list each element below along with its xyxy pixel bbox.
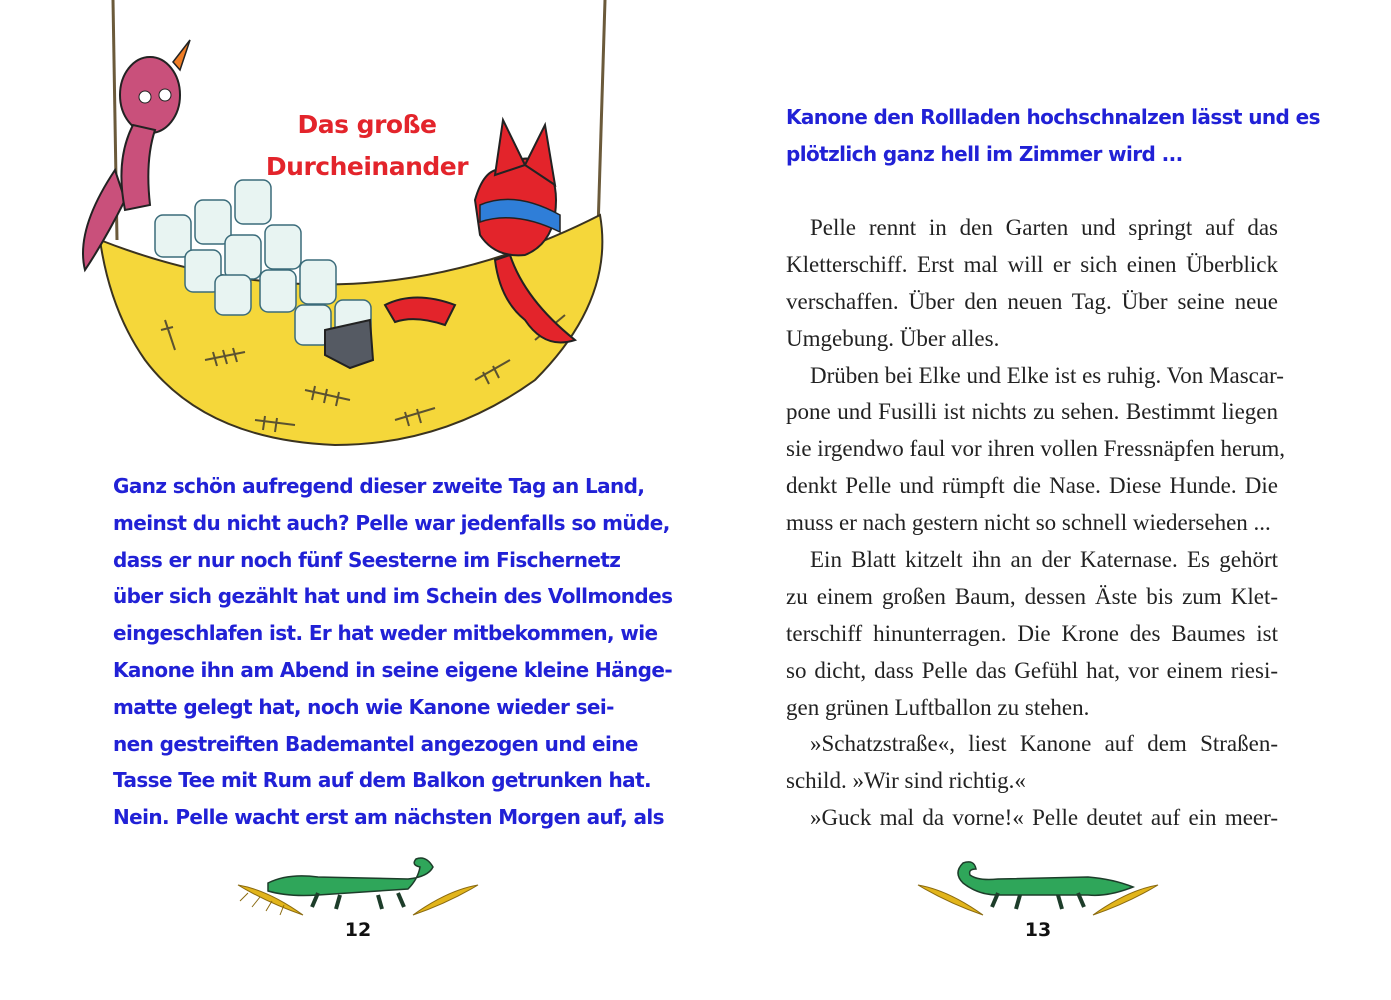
- hammock-illustration: [55, 0, 625, 450]
- intro-line: Tasse Tee mit Rum auf dem Balkon getrunken hat.: [113, 768, 652, 793]
- intro-line: matte gelegt hat, noch wie Kanone wieder sei-: [113, 694, 614, 719]
- chapter-title-line-2: Durcheinander: [265, 152, 469, 181]
- intro-line: Kanone den Rollladen hochschnalzen lässt und es: [786, 105, 1320, 129]
- crocodile: [268, 858, 433, 909]
- page-number: 13: [1024, 919, 1052, 941]
- intro-paragraph: [113, 468, 673, 836]
- body-line: »Guck mal da vorne!« Pelle deutet auf ein meer-: [810, 805, 1278, 831]
- intro-line: Ganz schön aufregend dieser zweite Tag an Land,: [113, 474, 645, 498]
- intro-continuation: [786, 99, 1320, 173]
- intro-line: meinst du nicht auch? Pelle war jedenfalls so müde,: [113, 510, 670, 535]
- body-line: gen grünen Luftballon zu stehen.: [786, 694, 1090, 720]
- right-page: [696, 0, 1391, 1000]
- crocodile-ornament: [228, 855, 488, 925]
- crocodile-ornament: [908, 855, 1168, 925]
- body-line: muss er nach gestern nicht so schnell wiedersehen ...: [786, 510, 1271, 536]
- body-line: denkt Pelle und rümpft die Nase. Diese Hunde. Die: [786, 473, 1278, 499]
- chapter-title: [262, 104, 472, 188]
- body-line: so dicht, dass Pelle das Gefühl hat, vor einem riesi-: [786, 657, 1278, 683]
- chapter-title-line-1: Das große: [297, 110, 437, 139]
- body-line: Drüben bei Elke und Elke ist es ruhig. Von Mascar-: [810, 362, 1284, 388]
- body-line: Ein Blatt kitzelt ihn an der Katernase. Es gehört: [810, 547, 1278, 573]
- body-line: sie irgendwo faul vor ihren vollen Fressnäpfen herum,: [786, 436, 1286, 462]
- body-line: Pelle rennt in den Garten und springt auf das: [810, 215, 1278, 240]
- body-text: [786, 210, 1286, 837]
- right-rope: [598, 0, 605, 230]
- crocodile: [958, 862, 1133, 909]
- body-line: pone und Fusilli ist nichts zu sehen. Bestimmt liegen: [786, 399, 1278, 425]
- intro-line: plötzlich ganz hell im Zimmer wird ...: [786, 142, 1183, 166]
- body-line: »Schatzstraße«, liest Kanone auf dem Straßen-: [810, 731, 1278, 757]
- intro-line: Kanone ihn am Abend in seine eigene kleine Hänge-: [113, 657, 673, 682]
- body-line: zu einem großen Baum, dessen Äste bis zum Klet-: [786, 583, 1278, 609]
- intro-line: nen gestreiften Bademantel angezogen und eine: [113, 731, 638, 756]
- intro-line: eingeschlafen ist. Er hat weder mitbekommen, wie: [113, 621, 658, 646]
- body-line: Kletterschiff. Erst mal will er sich einen Überblick: [786, 251, 1278, 277]
- body-line: verschaffen. Über den neuen Tag. Über seine neue: [786, 288, 1278, 314]
- body-line: schild. »Wir sind richtig.«: [786, 768, 1026, 794]
- left-page: [0, 0, 695, 1000]
- page-number: 12: [344, 919, 372, 941]
- body-line: terschiff hinunterragen. Die Krone des Baumes ist: [786, 620, 1278, 646]
- body-line: Umgebung. Über alles.: [786, 325, 1000, 351]
- right-leaf: [413, 885, 478, 915]
- intro-line: über sich gezählt hat und im Schein des Vollmondes: [113, 584, 673, 609]
- intro-line: dass er nur noch fünf Seesterne im Fischernetz: [113, 547, 621, 572]
- page-footer: [908, 855, 1168, 945]
- intro-line: Nein. Pelle wacht erst am nächsten Morgen auf, als: [113, 805, 664, 830]
- page-footer: [228, 855, 488, 945]
